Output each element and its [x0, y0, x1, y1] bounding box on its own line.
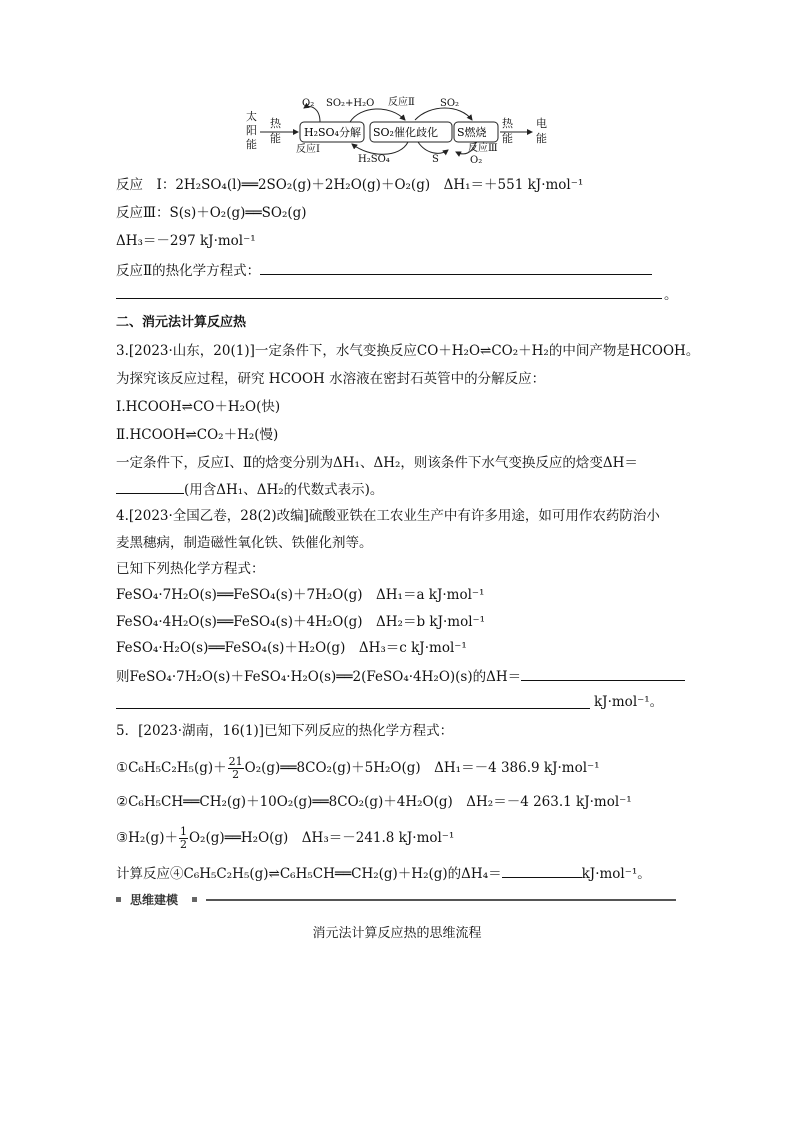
heat-right-2: 能 [502, 132, 513, 145]
answer-line-r2-continued[interactable] [116, 298, 662, 299]
top-so2: SO₂ [440, 98, 460, 109]
arc-top-right [415, 108, 472, 120]
answer-blank-q5[interactable] [502, 862, 582, 878]
q3-line-6-text: (用含ΔH₁、ΔH₂的代数式表示)。 [184, 482, 384, 498]
box3-label: S燃烧 [457, 126, 487, 139]
flow-title: 消元法计算反应热的思维流程 [312, 926, 482, 941]
q4-line-2: 麦黑穗病，制造磁性氧化铁、铁催化剂等。 [116, 535, 373, 551]
answer-blank-r2[interactable] [260, 259, 652, 275]
q4-question-text: 则FeSO₄·7H₂O(s)＋FeSO₄·H₂O(s)══2(FeSO₄·4H₂O)(s)的ΔH＝ [116, 669, 522, 685]
q5-eq-3 [116, 826, 454, 851]
heat-left-1: 热 [270, 117, 281, 130]
q5-eq-1-b: O₂(g)══8CO₂(g)＋5H₂O(g) ΔH₁＝－4 386.9 kJ·mol⁻¹ [244, 760, 600, 776]
bullet-square-icon [116, 897, 121, 902]
electric-1: 电 [536, 117, 547, 130]
bullet-square-icon [192, 897, 197, 902]
thinking-model-label: 思维建模 [130, 893, 179, 907]
q5-question [116, 862, 651, 884]
sun-char-3: 能 [246, 138, 257, 151]
reaction-3-line: 反应Ⅲ：S(s)＋O₂(g)══SO₂(g) [116, 205, 307, 221]
q4-eq-3: FeSO₄·H₂O(s)══FeSO₄(s)＋H₂O(g) ΔH₃＝c kJ·mol⁻¹ [116, 640, 467, 656]
electric-2: 能 [536, 132, 547, 145]
q3-line-1: 3.[2023·山东，20(1)]一定条件下，水气变换反应CO＋H₂O⇌CO₂＋H₂的中间产物是HCOOH。 [116, 343, 700, 359]
thinking-model-rule [206, 899, 676, 901]
top-so2-h2o: SO₂+H₂O [326, 98, 375, 109]
q4-eq-1: FeSO₄·7H₂O(s)══FeSO₄(s)＋7H₂O(g) ΔH₁＝a kJ·mol⁻¹ [116, 587, 485, 603]
q5-eq-1-a: ①C₆H₅C₂H₅(g)＋ [116, 760, 227, 776]
heat-left-2: 能 [270, 132, 281, 145]
bot-h2so4: H₂SO₄ [358, 154, 390, 165]
reaction-2-end: 。 [664, 287, 678, 303]
answer-blank-q3[interactable] [116, 478, 184, 494]
q3-line-6 [116, 478, 383, 500]
fraction-1-2 [179, 826, 188, 851]
reaction-1-line: 反应 Ⅰ：2H₂SO₄(l)══2SO₂(g)＋2H₂O(g)＋O₂(g) ΔH₁＝＋551 kJ·mol⁻¹ [116, 177, 584, 193]
section-heading: 二、消元法计算反应热 [116, 315, 247, 330]
fraction-21-2 [228, 756, 244, 781]
fraction-denominator: 2 [232, 768, 240, 781]
q5-question-text: 计算反应④C₆H₅C₂H₅(g)⇌C₆H₅CH══CH₂(g)＋H₂(g)的ΔH₄＝ [116, 866, 502, 882]
heat-right-1: 热 [502, 117, 513, 130]
q5-line-1: 5．[2023·湖南，16(1)]已知下列反应的热化学方程式： [116, 723, 454, 739]
q4-eq-2: FeSO₄·4H₂O(s)══FeSO₄(s)＋4H₂O(g) ΔH₂＝b kJ·mol⁻¹ [116, 614, 486, 630]
q3-line-5: 一定条件下，反应Ⅰ、Ⅱ的焓变分别为ΔH₁、ΔH₂，则该条件下水气变换反应的焓变ΔH＝ [116, 455, 638, 471]
q5-eq-2: ②C₆H₅CH══CH₂(g)＋10O₂(g)══8CO₂(g)＋4H₂O(g) ΔH₂＝－4 263.1 kJ·mol⁻¹ [116, 794, 632, 810]
box2-label: SO₂催化歧化 [373, 126, 438, 139]
q4-question [116, 665, 685, 687]
arc-bot-mid [418, 142, 448, 153]
arc-bot-left [352, 142, 408, 154]
bot-reaction-1: 反应Ⅰ [296, 144, 320, 155]
q5-eq-3-a: ③H₂(g)＋ [116, 830, 178, 846]
box1-label: H₂SO₄分解 [304, 126, 361, 139]
arc-top-mid [350, 109, 405, 122]
sun-char-2: 阳 [246, 124, 257, 137]
reaction-2-prompt-text: 反应Ⅱ的热化学方程式： [116, 263, 261, 279]
bot-reaction-3: 反应Ⅲ [468, 143, 498, 154]
q5-eq-1 [116, 756, 600, 781]
q4-line-3: 已知下列热化学方程式： [116, 561, 265, 577]
top-reaction-2: 反应Ⅱ [388, 97, 415, 108]
answer-blank-q4[interactable] [521, 665, 685, 681]
q5-unit: kJ·mol⁻¹。 [581, 866, 651, 882]
bot-o2: O₂ [470, 155, 483, 166]
reaction-2-prompt [116, 259, 652, 281]
top-o2: O₂ [302, 98, 315, 109]
fraction-numerator: 21 [228, 755, 243, 768]
q4-unit: kJ·mol⁻¹。 [594, 694, 664, 710]
sun-char-1: 太 [246, 110, 257, 123]
fraction-denominator: 2 [179, 838, 187, 851]
q3-line-4: Ⅱ.HCOOH⇌CO₂＋H₂(慢) [116, 427, 279, 443]
q3-line-3: Ⅰ.HCOOH⇌CO＋H₂O(快) [116, 399, 281, 415]
q3-line-2: 为探究该反应过程，研究 HCOOH 水溶液在密封石英管中的分解反应： [116, 371, 546, 387]
fraction-numerator: 1 [179, 825, 187, 838]
q4-line-1: 4.[2023·全国乙卷，28(2)改编]硫酸亚铁在工农业生产中有许多用途，如可用作农药防治小 [116, 508, 660, 524]
answer-line-q4-continued[interactable] [116, 708, 590, 709]
bot-s: S [432, 154, 439, 165]
q5-eq-3-b: O₂(g)══H₂O(g) ΔH₃＝－241.8 kJ·mol⁻¹ [188, 830, 455, 846]
process-diagram [240, 94, 560, 166]
thinking-model-bar [116, 892, 676, 908]
delta-h3-line: ΔH₃＝－297 kJ·mol⁻¹ [116, 233, 256, 249]
